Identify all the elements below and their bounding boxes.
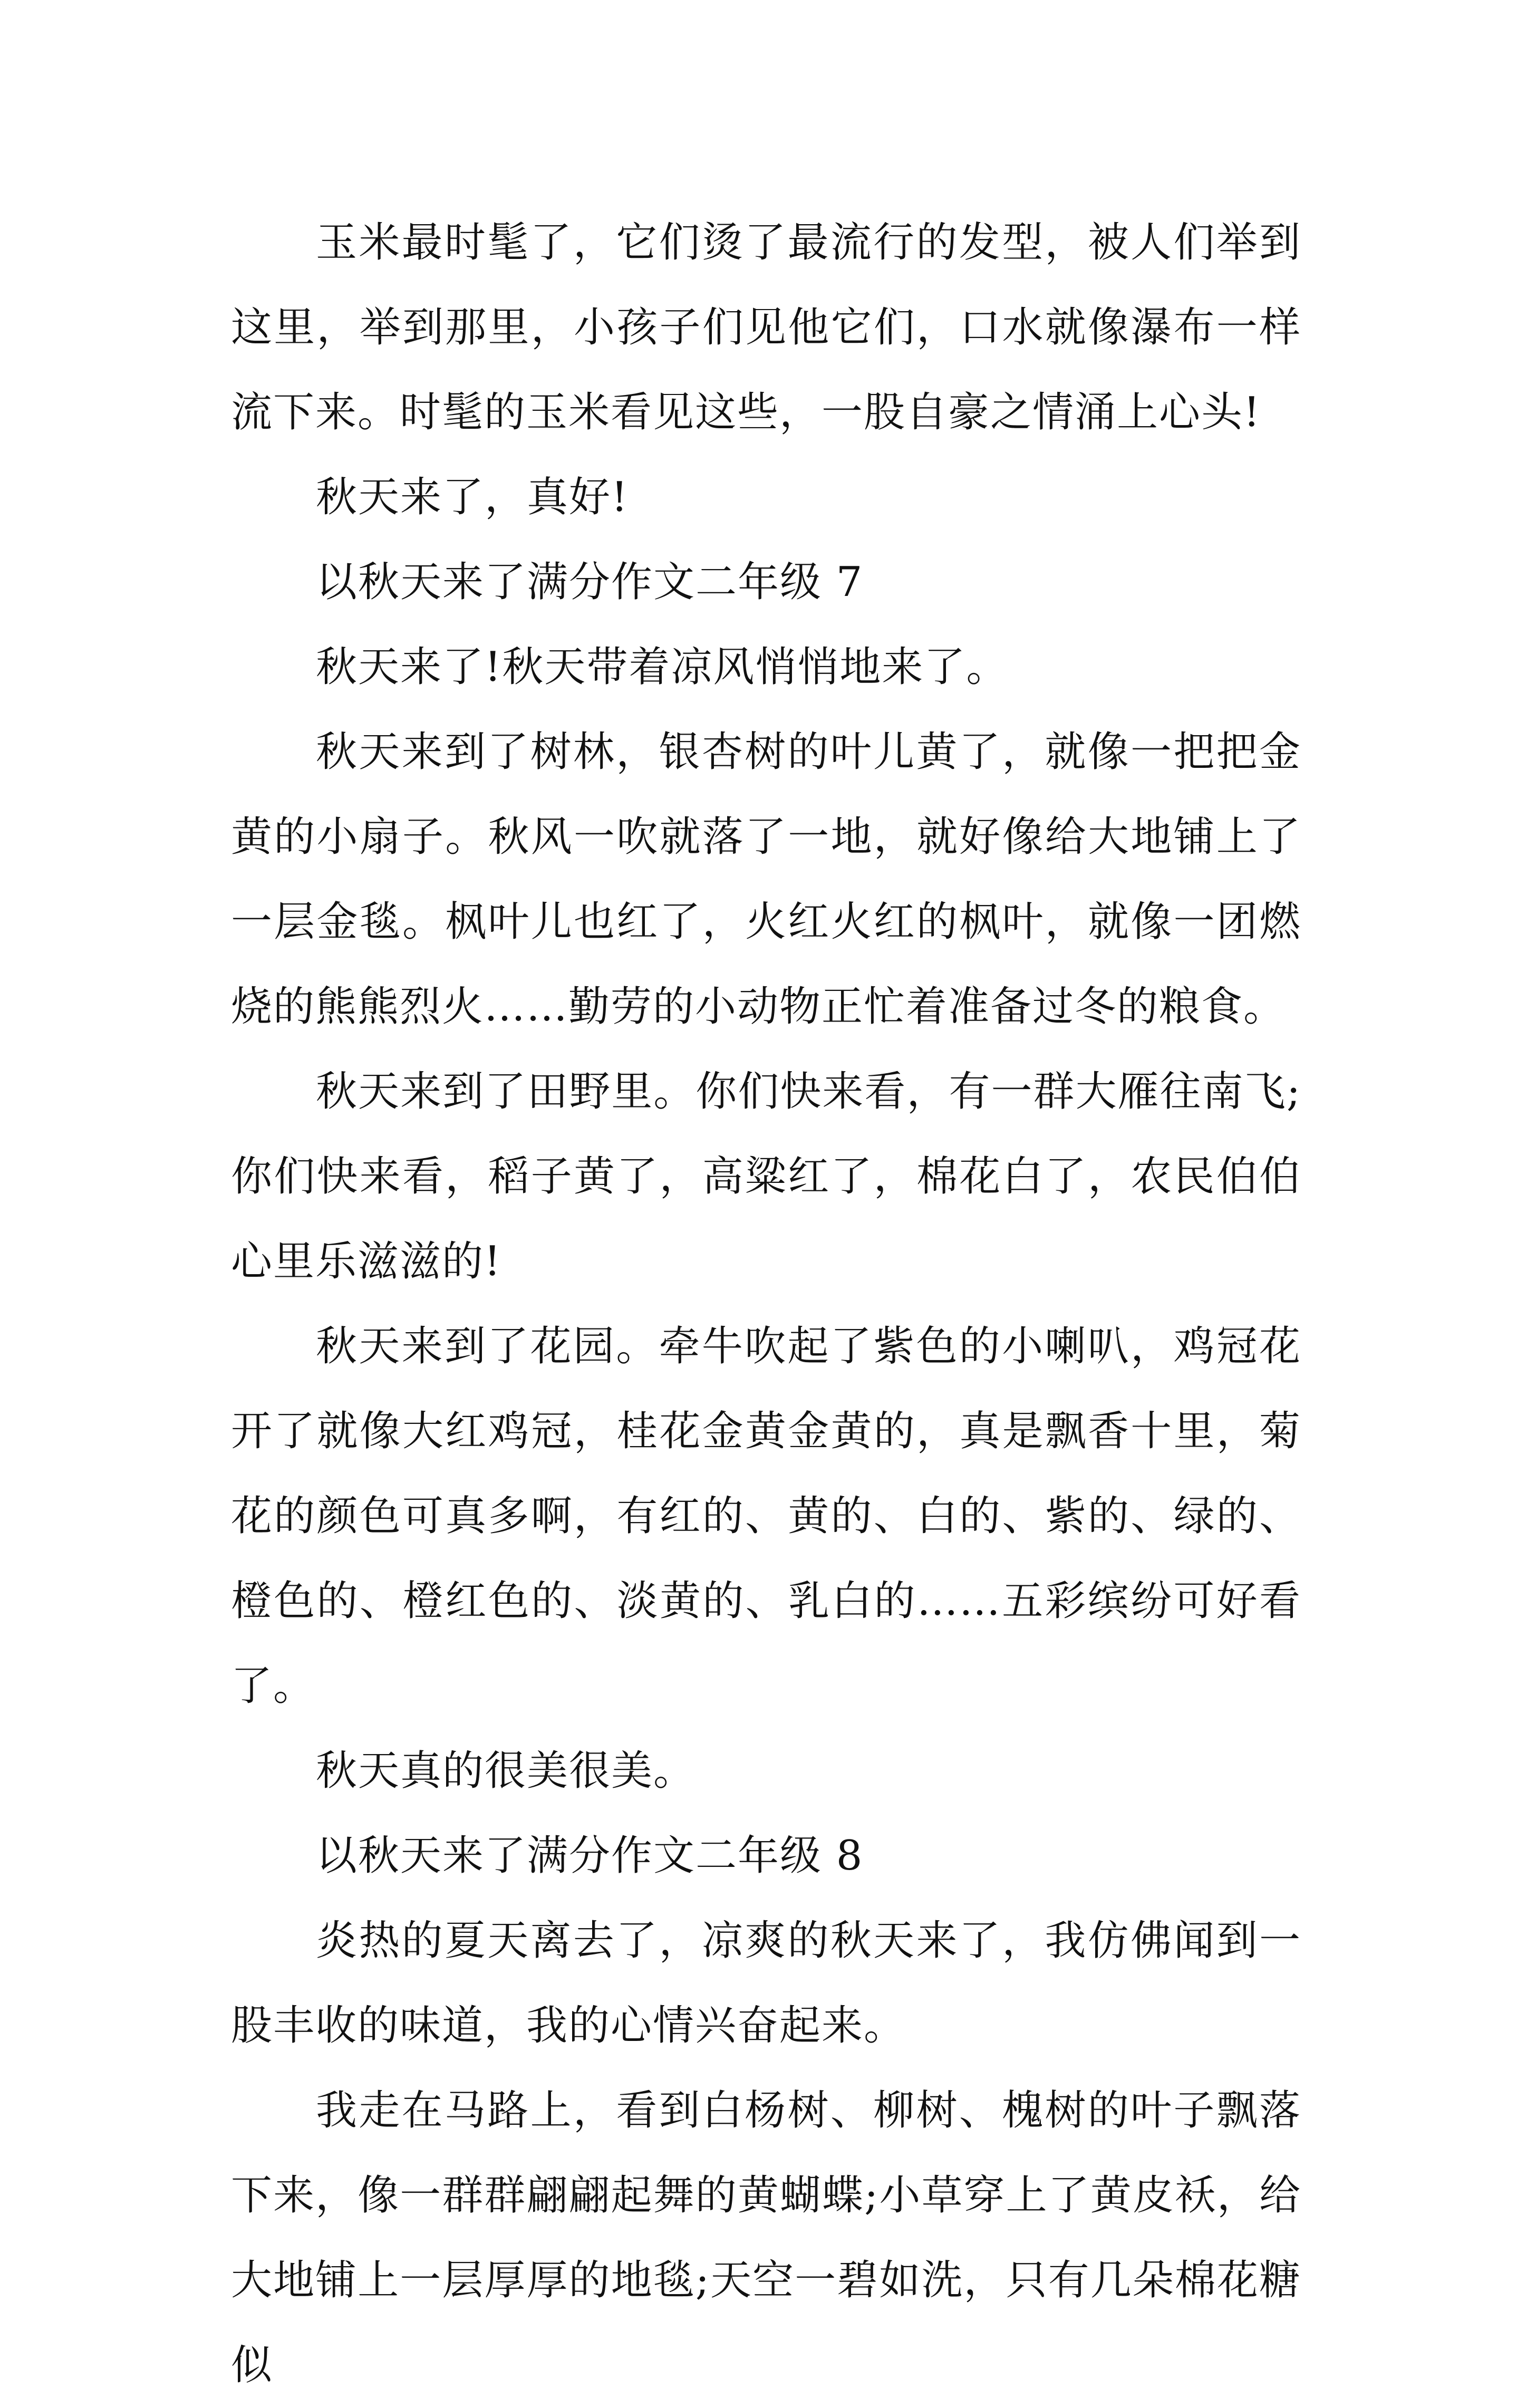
paragraph-autumn-good: 秋天来了，真好!: [316, 474, 629, 521]
paragraph-forest: 秋天来到了树林，银杏树的叶儿黄了，就像一把把金黄的小扇子。秋风一吹就落了一地，就好像给大地铺上了一层金毯。枫叶儿也红了，火红火红的枫叶，就像一团燃烧的熊熊烈火……勤劳的小动物正忙着准备过冬的粮食。: [231, 728, 1301, 1030]
paragraph-autumn-arrives: 秋天来了!秋天带着凉风悄悄地来了。: [316, 643, 1009, 691]
paragraph-road: 我走在马路上，看到白杨树、柳树、槐树的叶子飘落下来，像一群群翩翩起舞的黄蝴蝶;小草穿上了黄皮袄，给大地铺上一层厚厚的地毯;天空一碧如洗，只有几朵棉花糖似: [231, 2087, 1301, 2389]
document-body: [231, 200, 1301, 2408]
paragraph-garden: 秋天来到了花园。牵牛吹起了紫色的小喇叭，鸡冠花开了就像大红鸡冠，桂花金黄金黄的，真是飘香十里，菊花的颜色可真多啊，有红的、黄的、白的、紫的、绿的、橙色的、橙红色的、淡黄的、乳白的……五彩缤纷可好看了。: [231, 1323, 1301, 1710]
paragraph-corn: 玉米最时髦了，它们烫了最流行的发型，被人们举到这里，举到那里，小孩子们见他它们，口水就像瀑布一样流下来。时髦的玉米看见这些，一股自豪之情涌上心头!: [231, 219, 1301, 436]
paragraph-fields: 秋天来到了田野里。你们快来看，有一群大雁往南飞;你们快来看，稻子黄了，高粱红了，棉花白了，农民伯伯心里乐滋滋的!: [231, 1068, 1301, 1285]
paragraph-beautiful: 秋天真的很美很美。: [316, 1747, 696, 1795]
essay-heading-8: 以秋天来了满分作文二年级 8: [316, 1832, 864, 1880]
paragraph-harvest: 炎热的夏天离去了，凉爽的秋天来了，我仿佛闻到一股丰收的味道，我的心情兴奋起来。: [231, 1917, 1301, 2049]
essay-heading-7: 以秋天来了满分作文二年级 7: [316, 558, 864, 606]
